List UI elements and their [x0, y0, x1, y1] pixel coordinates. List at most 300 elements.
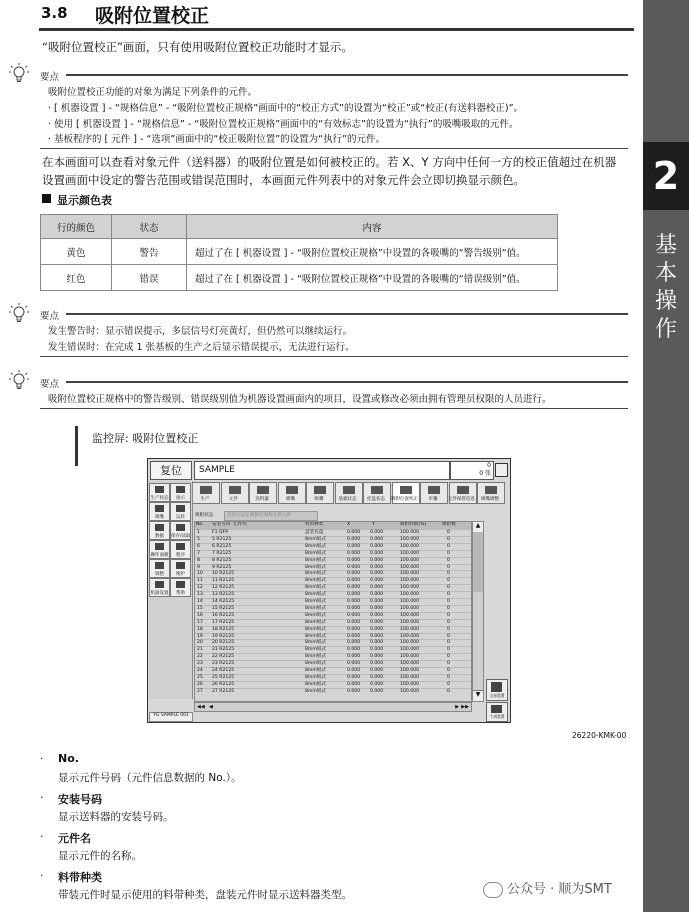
- table-cell: 27 R2125: [212, 688, 235, 694]
- table-cell: 8mm纸式: [305, 571, 327, 577]
- table-cell: 100.000: [400, 592, 419, 598]
- table-cell: 0.000: [370, 599, 384, 604]
- note3-bottom-rule: [40, 408, 628, 409]
- table-cell: 0: [447, 654, 450, 660]
- table-cell: 0.000: [347, 592, 361, 598]
- left-menu-button[interactable]: [149, 521, 170, 540]
- horizontal-scrollbar[interactable]: [194, 702, 472, 712]
- table-cell: 5 R2125: [212, 536, 232, 542]
- table-cell: 0: [447, 688, 450, 694]
- bullet-icon: ·: [40, 791, 44, 804]
- toolbar-icon: [257, 486, 269, 494]
- bullet-icon: ·: [40, 830, 44, 843]
- table-cell: 0.000: [347, 605, 361, 611]
- left-menu-icon: [176, 562, 185, 569]
- toolbar-icon: [371, 486, 383, 494]
- left-menu-label: 调整: [155, 572, 164, 577]
- table-cell: 100.000: [400, 668, 419, 673]
- left-menu-label: 数据: [155, 534, 164, 539]
- table-header-cell: 安装号码: [212, 522, 231, 527]
- table-cell: 0: [447, 530, 450, 535]
- table-cell: 0.000: [370, 592, 384, 598]
- toolbar-button[interactable]: [335, 482, 363, 504]
- table-cell: 100.000: [400, 633, 419, 639]
- toolbar-button[interactable]: [192, 482, 220, 504]
- table-cell: 8mm纸式: [305, 578, 327, 584]
- table-cell: 100.000: [400, 661, 419, 667]
- table-cell: 0: [447, 661, 450, 667]
- table-cell: 100.000: [400, 599, 419, 604]
- table-cell: 12 R2125: [212, 585, 235, 591]
- left-menu-button[interactable]: [149, 578, 170, 597]
- left-menu-icon: [176, 524, 185, 531]
- left-menu-button[interactable]: [170, 559, 191, 578]
- intro-text: “吸附位置校正”画面，只有使用吸附位置校正功能时才显示。: [42, 40, 353, 54]
- toolbar-label: 步骤: [428, 497, 438, 502]
- scroll-up-icon[interactable]: ▲: [473, 522, 483, 533]
- left-menu-icon: [155, 543, 164, 550]
- table-cell: 10 R2125: [212, 571, 235, 577]
- table-cell: 0: [447, 626, 450, 632]
- table-cell: 0.000: [347, 578, 361, 584]
- table-cell: 8mm纸式: [305, 605, 327, 611]
- note1-bottom-rule: [40, 148, 628, 149]
- table-cell: 15: [197, 605, 203, 611]
- counter-value: 0: [487, 462, 491, 469]
- table-cell: 0: [447, 668, 450, 673]
- table-cell: 0.000: [347, 530, 361, 535]
- note3-rule: [66, 381, 628, 383]
- table-cell: 0: [447, 605, 450, 611]
- table-cell: 100.000: [400, 612, 419, 618]
- color-table: [40, 214, 558, 291]
- table-cell: 0: [447, 571, 450, 577]
- table-cell: 8mm纸式: [305, 647, 327, 653]
- left-menu-icon: [176, 505, 185, 512]
- table-cell: 0.000: [347, 681, 361, 687]
- table-cell: 11 R2125: [212, 578, 235, 584]
- table-cell: 100.000: [400, 550, 419, 556]
- table-row: [41, 239, 558, 265]
- table-cell: 0: [447, 564, 450, 570]
- table-cell: 8mm纸式: [305, 543, 327, 549]
- item-title: 元件名: [58, 832, 91, 845]
- table-cell: 1: [197, 530, 200, 535]
- table-cell: 0.000: [370, 530, 384, 535]
- table-cell: 0.000: [347, 550, 361, 556]
- reset-all-button[interactable]: [486, 679, 508, 701]
- table-cell: 0: [447, 578, 450, 584]
- table-cell: 11: [197, 578, 203, 584]
- left-menu-icon: [176, 581, 185, 588]
- scroll-thumb[interactable]: [473, 532, 483, 592]
- toolbar-button[interactable]: [306, 482, 334, 504]
- chapter-side-tab: [643, 0, 689, 912]
- toolbar-icon: [428, 486, 440, 494]
- toolbar-icon: [343, 486, 355, 494]
- table-cell: 25 R2125: [212, 674, 235, 680]
- body-line: 设置画面中设定的警告范围或错误范围时，本画面元件列表中的对象元件会立即切换显示颜色。: [42, 173, 525, 187]
- table-header-cell: 料带种类: [305, 522, 324, 527]
- table-cell: 0: [447, 647, 450, 653]
- left-menu-icon: [176, 543, 185, 550]
- note3-heading: 要点: [40, 379, 60, 390]
- table-cell: 26 R2125: [212, 681, 235, 687]
- table-cell: 18 R2125: [212, 626, 235, 632]
- table-cell: 8mm纸式: [305, 592, 327, 598]
- toolbar-button[interactable]: [392, 482, 420, 504]
- table-cell: 16: [197, 612, 203, 618]
- table-cell: 100.000: [400, 605, 419, 611]
- table-cell: 0.000: [370, 668, 384, 673]
- table-cell: 0.000: [347, 661, 361, 667]
- left-menu-button[interactable]: [149, 559, 170, 578]
- left-menu-label: 吸嘴: [155, 515, 164, 520]
- scroll-left-icon[interactable]: ◀: [209, 704, 213, 710]
- left-menu-label: 运转: [176, 515, 185, 520]
- table-cell: 0.000: [370, 688, 384, 694]
- table-cell: 13 R2125: [212, 592, 235, 598]
- item-title: 安装号码: [58, 793, 102, 806]
- table-cell: 100.000: [400, 619, 419, 625]
- table-cell: 8mm纸式: [305, 564, 327, 570]
- note1-rule: [66, 74, 628, 76]
- scroll-last-icon[interactable]: ▶▶: [461, 704, 469, 710]
- toolbar-button[interactable]: [477, 482, 505, 504]
- toolbar-label: 元件保管信息: [448, 497, 475, 502]
- reset-all-icon: [491, 682, 502, 692]
- table-cell: 8mm纸式: [305, 668, 327, 673]
- note1-line: · 使用 [ 机器设置 ] - “规格信息” - “吸附位置校正规格”画面中的“有效标志”的设置为“执行”的吸嘴吸取的元件。: [48, 119, 519, 130]
- left-menu-button[interactable]: [149, 502, 170, 521]
- table-cell: 24 R2125: [212, 668, 235, 673]
- table-cell: 0.000: [370, 578, 384, 584]
- left-menu-icon: [155, 486, 164, 493]
- table-cell: 13: [197, 592, 203, 598]
- table-cell: 8mm纸式: [305, 557, 327, 563]
- reset-single-icon: [491, 705, 502, 713]
- table-cell: 盘装托盘: [305, 530, 324, 535]
- table-cell: 20: [197, 640, 203, 646]
- reset-single-button[interactable]: [486, 702, 508, 722]
- table-cell: 8mm纸式: [305, 681, 327, 687]
- table-cell: 0.000: [370, 536, 384, 542]
- table-cell: 100.000: [400, 571, 419, 577]
- left-menu-button[interactable]: [170, 578, 191, 597]
- table-cell: 23: [197, 661, 203, 667]
- table-cell: 0.000: [370, 674, 384, 680]
- scrollbar[interactable]: [472, 521, 484, 702]
- table-cell: 0.000: [370, 557, 384, 563]
- table-cell: 0.000: [347, 536, 361, 542]
- toolbar-button[interactable]: [420, 482, 448, 504]
- component-table: [194, 521, 472, 702]
- table-cell: 0.000: [370, 647, 384, 653]
- table-cell: 0.000: [347, 688, 361, 694]
- toolbar-icon: [286, 486, 298, 494]
- toolbar-icon: [400, 486, 412, 494]
- table-cell: 26: [197, 681, 203, 687]
- table-cell: 0.000: [347, 612, 361, 618]
- table-header-cell: Y: [372, 522, 375, 527]
- table-cell: 8mm纸式: [305, 619, 327, 625]
- note2-rule: [66, 313, 628, 315]
- table-cell: 错误: [112, 265, 187, 291]
- table-cell: 6: [197, 543, 200, 549]
- table-row[interactable]: [195, 688, 471, 696]
- table-cell: 0.000: [370, 564, 384, 570]
- table-cell: 100.000: [400, 543, 419, 549]
- table-cell: 0: [447, 619, 450, 625]
- table-cell: 8mm纸式: [305, 599, 327, 604]
- figure-id: 26220-KMK-00: [572, 731, 627, 740]
- left-menu-button[interactable]: [149, 483, 170, 502]
- left-menu-label: 保存/读取: [171, 534, 191, 539]
- color-table-header: 行的颜色: [41, 215, 112, 239]
- reset-all-label: 全部重置: [489, 693, 505, 698]
- table-header-cell: 吸附料数(%): [400, 522, 427, 527]
- left-menu-label: 指示: [176, 496, 185, 501]
- table-cell: 0.000: [347, 557, 361, 563]
- left-menu-icon: [155, 505, 164, 512]
- note2-bottom-rule: [40, 356, 628, 357]
- left-menu-button[interactable]: [149, 540, 170, 559]
- table-cell: 8mm纸式: [305, 661, 327, 667]
- program-name: SAMPLE: [194, 461, 450, 480]
- toolbar-button[interactable]: [449, 482, 477, 504]
- screen-caption: 监控屏: 吸附位置校正: [92, 432, 199, 445]
- table-cell: 19: [197, 633, 203, 639]
- table-cell: 0.000: [347, 640, 361, 646]
- table-cell: 8mm纸式: [305, 626, 327, 632]
- item-description: 显示元件的名称。: [58, 850, 142, 862]
- table-cell: 0.000: [347, 585, 361, 591]
- caption-bar: [75, 426, 78, 466]
- toolbar-icon: [229, 486, 241, 494]
- table-cell: 0: [447, 681, 450, 687]
- note1-line: · [ 机器设置 ] - “规格信息” - “吸附位置校正规格”画面中的“校正方式”的设置为“校正”或“校正(有送料器校正)”。: [48, 103, 524, 114]
- reset-button[interactable]: 复位: [150, 461, 192, 480]
- filter-field[interactable]: 仅显示设定吸附位置校正的元件: [224, 511, 318, 521]
- table-cell: 0.000: [370, 605, 384, 611]
- note2-line: 发生错误时：在完成 1 张基板的生产之后显示错误提示，无法进行运行。: [48, 342, 355, 353]
- table-cell: 0.000: [370, 543, 384, 549]
- table-cell: 0.000: [370, 681, 384, 687]
- toolbar-button[interactable]: [221, 482, 249, 504]
- toolbar-icon: [200, 486, 212, 494]
- chapter-number: 2: [643, 142, 689, 210]
- toolbar-label: 吸嘴调整: [481, 497, 499, 502]
- table-cell: 100.000: [400, 640, 419, 646]
- left-menu-icon: [155, 562, 164, 569]
- left-menu-button[interactable]: [170, 540, 191, 559]
- toolbar-label: 喷嘴: [286, 497, 295, 502]
- toolbar-label: 元件: [229, 497, 238, 502]
- table-cell: 10: [197, 571, 203, 577]
- left-menu-label: 机器设置: [150, 591, 169, 596]
- color-table-header: 内容: [187, 215, 558, 239]
- chapter-label: [643, 232, 689, 344]
- table-cell: 7 R2125: [212, 550, 232, 556]
- table-cell: 0.000: [347, 674, 361, 680]
- watermark: [483, 878, 612, 898]
- table-cell: 红色: [41, 265, 112, 291]
- table-row: [41, 265, 558, 291]
- table-cell: 8mm纸式: [305, 674, 327, 680]
- left-menu-label: 程序: [176, 553, 185, 558]
- table-cell: 12: [197, 585, 203, 591]
- table-cell: 0.000: [347, 668, 361, 673]
- toolbar-button[interactable]: [249, 482, 277, 504]
- bullet-icon: ·: [40, 752, 44, 765]
- table-cell: 16 R2125: [212, 612, 235, 618]
- table-cell: 0.000: [370, 550, 384, 556]
- table-cell: 17 R2125: [212, 619, 235, 625]
- color-table-heading: 显示颜色表: [57, 194, 112, 207]
- table-cell: 8mm纸式: [305, 550, 327, 556]
- left-menu: [148, 481, 193, 699]
- table-cell: 22: [197, 654, 203, 660]
- table-cell: 0: [447, 640, 450, 646]
- toolbar: [192, 481, 510, 511]
- reset-single-label: 个别重置: [489, 714, 505, 719]
- table-cell: 0.000: [370, 571, 384, 577]
- table-cell: 0: [447, 612, 450, 618]
- table-cell: 0.000: [370, 661, 384, 667]
- table-cell: 9 R2125: [212, 564, 232, 570]
- section-title: 吸附位置校正: [95, 5, 210, 27]
- table-cell: 23 R2125: [212, 661, 235, 667]
- table-cell: 8mm纸式: [305, 654, 327, 660]
- table-cell: 19 R2125: [212, 633, 235, 639]
- table-cell: 8 R2125: [212, 557, 232, 563]
- left-menu-icon: [155, 581, 164, 588]
- table-cell: 0.000: [347, 647, 361, 653]
- table-cell: 0.000: [347, 654, 361, 660]
- toolbar-button[interactable]: [363, 482, 391, 504]
- table-cell: 20 R2125: [212, 640, 235, 646]
- table-cell: 100.000: [400, 536, 419, 542]
- left-menu-icon: [155, 524, 164, 531]
- toolbar-label: 送料器: [255, 497, 269, 502]
- table-cell: 0.000: [370, 654, 384, 660]
- note1-line: 吸附位置校正功能的对象为满足下列条件的元件。: [48, 87, 258, 98]
- table-cell: 0.000: [370, 619, 384, 625]
- table-cell: 0: [447, 674, 450, 680]
- window-icon[interactable]: [495, 463, 508, 477]
- version-label: YG SAMPLE 001: [149, 712, 193, 722]
- toolbar-label: 吸嘴: [314, 497, 324, 502]
- toolbar-icon: [485, 486, 497, 494]
- table-cell: 超过了在 [ 机器设置 ] - “吸附位置校正规格”中设置的各吸嘴的“警告级别”值。: [187, 239, 558, 265]
- scroll-first-icon[interactable]: ◀◀: [197, 704, 205, 710]
- table-cell: 0.000: [347, 619, 361, 625]
- table-cell: 黄色: [41, 239, 112, 265]
- left-menu-button[interactable]: [170, 521, 191, 540]
- item-description: 显示元件号码（元件信息数据的 No.）。: [58, 772, 242, 784]
- left-menu-button[interactable]: [170, 483, 191, 502]
- table-cell: 100.000: [400, 647, 419, 653]
- table-cell: 超过了在 [ 机器设置 ] - “吸附位置校正规格”中设置的各吸嘴的“错误级别”值。: [187, 265, 558, 291]
- table-cell: 100.000: [400, 688, 419, 694]
- table-cell: 0.000: [347, 564, 361, 570]
- item-title: No.: [58, 752, 79, 765]
- table-cell: 100.000: [400, 654, 419, 660]
- table-cell: 0: [447, 543, 450, 549]
- toolbar-label: 生产: [200, 497, 210, 502]
- table-cell: 0.000: [370, 633, 384, 639]
- note1-heading: 要点: [40, 72, 60, 83]
- lightbulb-icon: [8, 62, 30, 90]
- table-cell: 0.000: [347, 543, 361, 549]
- table-cell: 0: [447, 557, 450, 563]
- scroll-right-icon[interactable]: ▶: [455, 704, 459, 710]
- table-cell: 100.000: [400, 681, 419, 687]
- scroll-down-icon[interactable]: ▼: [473, 690, 483, 701]
- table-cell: 0: [447, 592, 450, 598]
- section-number: 3.8: [41, 4, 68, 22]
- table-cell: 0.000: [347, 599, 361, 604]
- left-menu-label: 帮助: [176, 591, 185, 596]
- table-cell: 22 R2125: [212, 654, 235, 660]
- table-header-cell: No.: [196, 522, 204, 527]
- left-menu-label: 维护: [176, 572, 185, 577]
- title-rule: [39, 28, 634, 31]
- table-cell: 100.000: [400, 578, 419, 584]
- lightbulb-icon: [8, 369, 30, 397]
- color-table-header: 状态: [112, 215, 187, 239]
- table-cell: 21 R2125: [212, 647, 235, 653]
- table-cell: 100.000: [400, 557, 419, 563]
- bullet-icon: ·: [40, 869, 44, 882]
- toolbar-icon: [457, 486, 469, 494]
- chapter-label-text: 基 本 操 作: [654, 233, 677, 342]
- note2-heading: 要点: [40, 311, 60, 322]
- body-line: 在本画面可以查看对象元件（送料器）的吸附位置是如何被校正的。若 X、Y 方向中任何一方的校正值超过在机器: [42, 155, 617, 169]
- note3-line: 吸附位置校正规格中的警告级别、错误级别值为机器设置画面内的项目，设置或修改必须由拥有管理员权限的人员进行。: [48, 394, 552, 405]
- table-cell: 0: [447, 550, 450, 556]
- watermark-text: 公众号 · 顺为SMT: [507, 882, 612, 897]
- table-cell: 0.000: [347, 633, 361, 639]
- table-cell: 9: [197, 564, 200, 570]
- table-cell: 24: [197, 668, 203, 673]
- table-cell: 6 R2125: [212, 543, 232, 549]
- table-cell: 25: [197, 674, 203, 680]
- table-cell: 8mm纸式: [305, 633, 327, 639]
- table-cell: 0: [447, 599, 450, 604]
- left-menu-label: 操作面板: [150, 553, 169, 558]
- toolbar-button[interactable]: [278, 482, 306, 504]
- left-menu-button[interactable]: [170, 502, 191, 521]
- table-cell: 0: [447, 633, 450, 639]
- table-cell: 7: [197, 550, 200, 556]
- table-cell: 27: [197, 688, 203, 694]
- table-cell: 14 R2125: [212, 599, 235, 604]
- note2-line: 发生警告时：显示错误提示，多层信号灯亮黄灯，但仍然可以继续运行。: [48, 326, 353, 337]
- table-cell: 14: [197, 599, 203, 604]
- table-cell: 8mm纸式: [305, 640, 327, 646]
- table-cell: 8mm纸式: [305, 536, 327, 542]
- left-menu-label: 生产状态: [150, 496, 169, 501]
- table-cell: 8mm纸式: [305, 612, 327, 618]
- table-cell: 18: [197, 626, 203, 632]
- table-cell: 0.000: [370, 612, 384, 618]
- table-cell: 警告: [112, 239, 187, 265]
- toolbar-label: 托盘状态: [367, 497, 385, 502]
- table-cell: 100.000: [400, 530, 419, 535]
- note1-line: · 基板程序的 [ 元件 ] - “选项”画面中的“校正吸附位置”的设置为“执行”的元件。: [48, 134, 386, 145]
- item-description: 带装元件时显示使用的料带种类，盘装元件时显示送料器类型。: [58, 889, 352, 901]
